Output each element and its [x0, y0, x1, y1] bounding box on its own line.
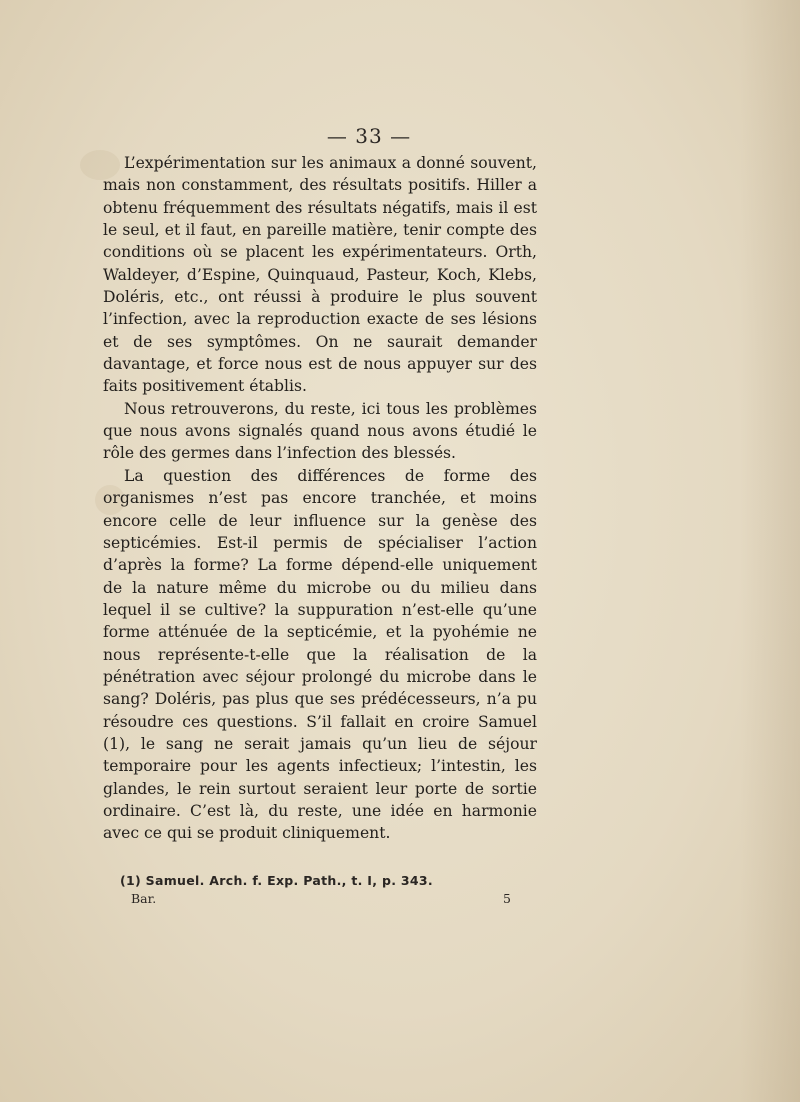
page-number: — 33 — [326, 124, 412, 148]
paragraph-1: L’expérimentation sur les animaux a donné souvent, mais non constamment, des résultats positifs. Hiller a obtenu fréquemment des résultats négatifs, mais il est le seul, et il faut, en pareille matière, tenir compte des conditions où se placent les expérimentateurs. Orth, Waldeyer, d’Espine, Quinquaud, Pasteur, Koch, Klebs, Doléris, etc., ont réussi à produire le plus souvent l’infection, avec la reproduction exacte de ses lésions et de ses symptômes. On ne saurait demander davantage, et force nous est de nous appuyer sur des faits positivement établis. [103, 154, 537, 396]
footnote: (1) Samuel. Arch. f. Exp. Path., t. I, p. 343. [120, 873, 433, 888]
paragraph-2: Nous retrouverons, du reste, ici tous les problèmes que nous avons signalés quand nous avons étudié le rôle des germes dans l’infection des blessés. [103, 399, 537, 463]
signature-number: 5 [503, 891, 511, 906]
signature-mark: Bar. [131, 891, 157, 906]
paragraph-3: La question des différences de forme des organismes n’est pas encore tranchée, et moins encore celle de leur influence sur la genèse des septicémies. Est-il permis de spécialiser l’action d’après la forme? La forme dépend-elle uniquement de la nature même du microbe ou du milieu dans lequel il se cultive? la suppuration n’est-elle qu’une forme atténuée de la septicémie, et la pyohémie ne nous représente-t-elle que la réalisation de la pénétration avec séjour prolongé du microbe dans le sang? Doléris, pas plus que ses prédécesseurs, n’a pu résoudre ces questions. S’il fallait en croire Samuel (1), le sang ne serait jamais qu’un lieu de séjour temporaire pour les agents infectieux; l’intestin, les glandes, le rein surtout seraient leur porte de sortie ordinaire. C’est là, du reste, une idée en harmonie avec ce qui se produit cliniquement. [103, 466, 537, 843]
body-text [103, 152, 537, 845]
